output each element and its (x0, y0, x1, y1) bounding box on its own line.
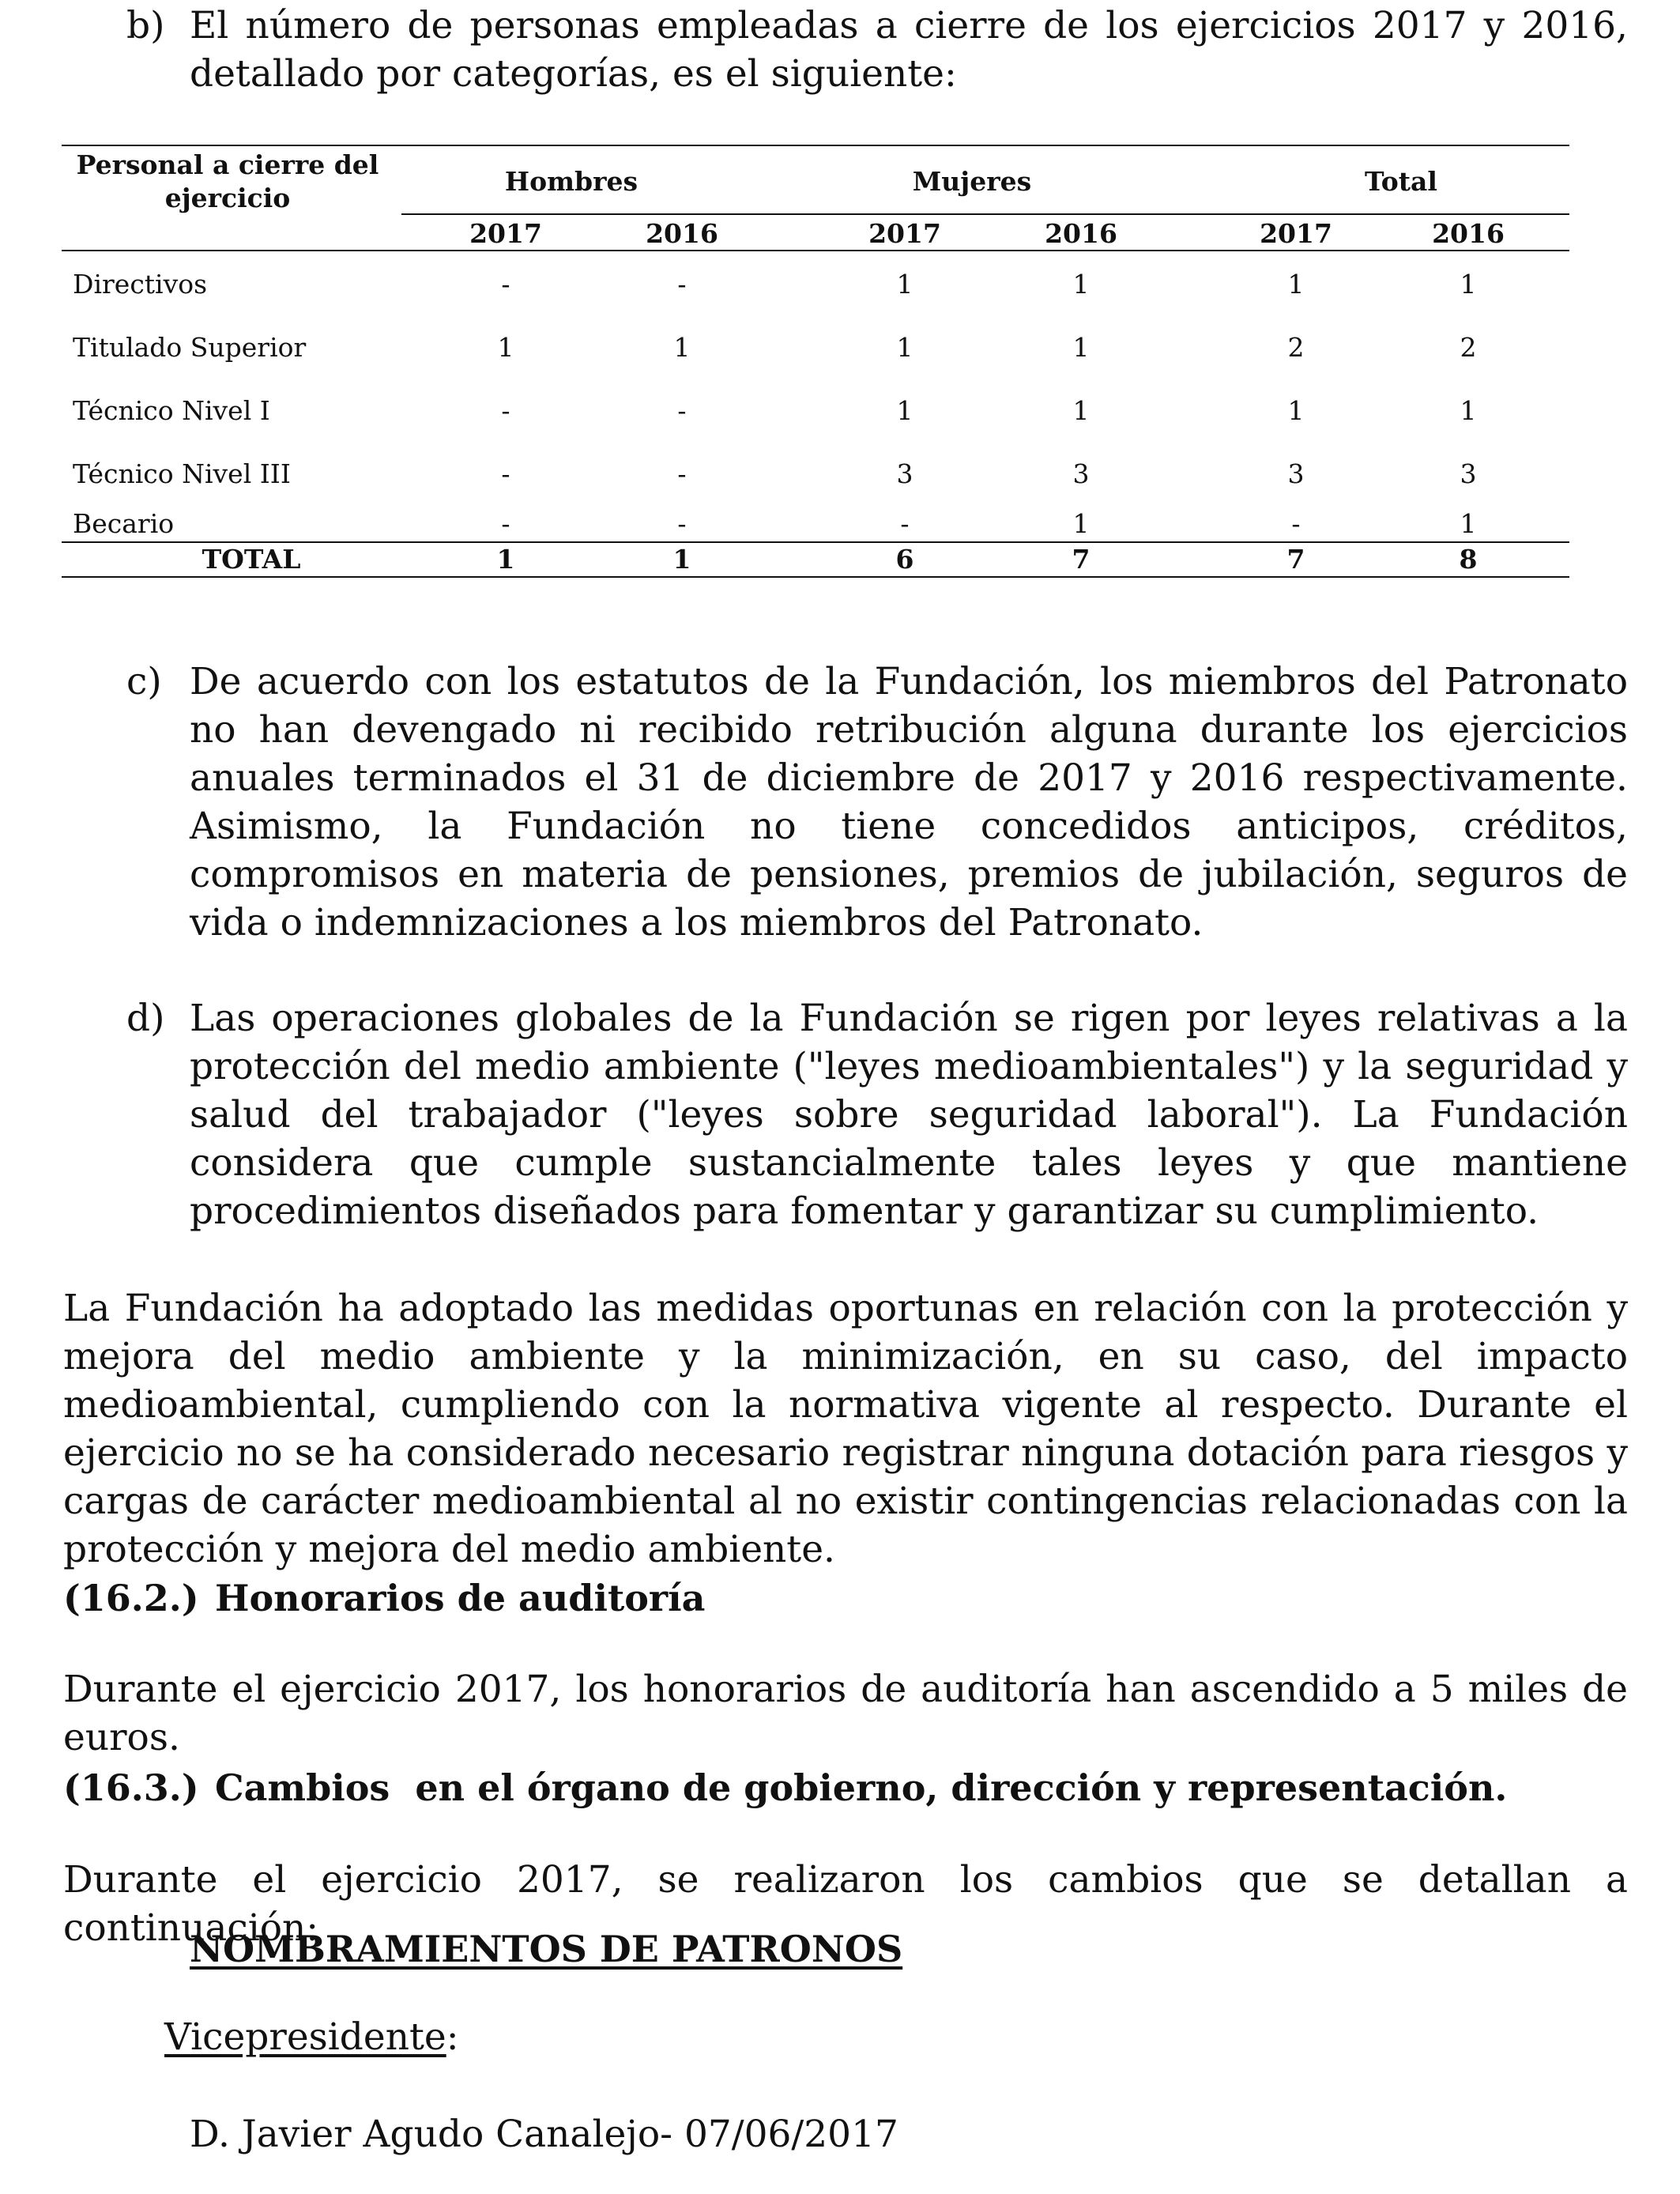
table-top-rule (62, 145, 1569, 146)
role-line (164, 2013, 459, 2061)
group-header-hombres: Hombres (504, 166, 638, 197)
table-corner-header-line2: ejercicio (164, 183, 291, 213)
table-cell: - (501, 395, 510, 426)
table-cell: - (501, 508, 510, 539)
table-cell: 1 (1072, 395, 1090, 426)
year-header: 2017 (1260, 218, 1332, 249)
year-header: 2017 (868, 218, 941, 249)
item-d-text: Las operaciones globales de la Fundación se rigen por leyes relativas a la protección del medio ambiente ("leyes medioambientales") y la seguridad y salud del trabajador ("leyes sobre seguridad laboral"). La Fundación considera que cumple sustancialmente tales leyes y que mantiene procedimientos diseñados para fomentar y garantizar su cumplimiento. (190, 997, 1628, 1233)
table-cell: - (501, 269, 510, 300)
table-cell: 1 (896, 395, 913, 426)
year-header: 2016 (646, 218, 718, 249)
table-row-label: Titulado Superior (73, 332, 307, 363)
appointee-line: D. Javier Agudo Canalejo- 07/06/2017 (190, 2113, 898, 2156)
table-cell: - (677, 458, 687, 489)
table-corner-header (62, 149, 394, 215)
table-cell: 2 (1460, 332, 1477, 363)
table-row-label: Becario (73, 508, 175, 539)
section-16-3-title: Cambios en el órgano de gobierno, dirección y representación. (215, 1766, 1508, 1809)
table-cell: 1 (896, 269, 913, 300)
table-cell: 1 (896, 332, 913, 363)
table-cell: - (900, 508, 910, 539)
section-16-2-number: (16.2.) (63, 1577, 199, 1619)
section-16-3-number: (16.3.) (63, 1766, 199, 1809)
table-cell: 1 (1287, 395, 1305, 426)
table-group-rule (401, 213, 1569, 215)
table-cell: 1 (1460, 269, 1477, 300)
appointments-subheading: NOMBRAMIENTOS DE PATRONOS (190, 1928, 903, 1970)
table-cell: - (1291, 508, 1301, 539)
section-16-2-text: Durante el ejercicio 2017, los honorarios de auditoría han ascendido a 5 miles de euros. (63, 1668, 1628, 1759)
table-total-cell: 1 (672, 544, 691, 575)
table-total-cell: 6 (895, 544, 914, 575)
item-c-marker: c) (126, 660, 162, 703)
table-total-cell: 7 (1072, 544, 1090, 575)
table-total-cell: 7 (1286, 544, 1305, 575)
environment-paragraph: La Fundación ha adoptado las medidas oportunas en relación con la protección y mejora del medio ambiente y la minimización, en su caso, del impacto medioambiental, cumpliendo con la normativa vigente al respecto. Durante el ejercicio no se ha considerado necesario registrar ninguna dotación para riesgos y cargas de carácter medioambiental al no existir contingencias relacionadas con la protección y mejora del medio ambiente. (63, 1287, 1628, 1571)
item-c-text: De acuerdo con los estatutos de la Fundación, los miembros del Patronato no han devengado ni recibido retribución alguna durante los ejercicios anuales terminados el 31 de diciembre de 2017 y 2016 respectivamente. Asimismo, la Fundación no tiene concedidos anticipos, créditos, compromisos en materia de pensiones, premios de jubilación, seguros de vida o indemnizaciones a los miembros del Patronato. (190, 660, 1628, 944)
item-d-marker: d) (126, 997, 165, 1040)
section-16-2-title: Honorarios de auditoría (215, 1577, 706, 1619)
table-cell: 1 (1072, 332, 1090, 363)
table-cell: 1 (1460, 508, 1477, 539)
table-total-cell: 1 (496, 544, 515, 575)
role-label: Vicepresidente (164, 2015, 446, 2059)
table-row-label: Técnico Nivel I (73, 395, 270, 426)
staff-table (62, 142, 1569, 579)
section-16-3-text: Durante el ejercicio 2017, se realizaron los cambios que se detallan a continuación: (63, 1858, 1628, 1950)
table-cell: 2 (1287, 332, 1305, 363)
role-colon: : (446, 2015, 459, 2059)
table-cell: - (677, 395, 687, 426)
table-header-rule (62, 250, 1569, 251)
table-total-top-rule (62, 541, 1569, 543)
table-cell: 1 (673, 332, 691, 363)
table-cell: - (677, 269, 687, 300)
table-cell: 1 (1460, 395, 1477, 426)
table-cell: 3 (1287, 458, 1305, 489)
table-corner-header-line1: Personal a cierre del (76, 149, 379, 180)
group-header-mujeres: Mujeres (912, 166, 1032, 197)
item-b-marker: b) (126, 4, 165, 47)
year-header: 2016 (1045, 218, 1117, 249)
table-cell: 1 (1072, 269, 1090, 300)
year-header: 2017 (469, 218, 542, 249)
table-cell: 1 (1287, 269, 1305, 300)
table-cell: 3 (1460, 458, 1477, 489)
table-cell: 3 (896, 458, 913, 489)
table-cell: - (501, 458, 510, 489)
group-header-total: Total (1365, 166, 1437, 197)
table-cell: 1 (497, 332, 514, 363)
table-total-label: TOTAL (202, 544, 301, 575)
table-total-cell: 8 (1459, 544, 1478, 575)
table-cell: 3 (1072, 458, 1090, 489)
table-cell: - (677, 508, 687, 539)
table-bottom-rule (62, 576, 1569, 578)
item-b-text: El número de personas empleadas a cierre de los ejercicios 2017 y 2016, detallado por categorías, es el siguiente: (190, 4, 1628, 96)
table-cell: 1 (1072, 508, 1090, 539)
year-header: 2016 (1432, 218, 1505, 249)
table-row-label: Directivos (73, 269, 208, 300)
table-row-label: Técnico Nivel III (73, 458, 291, 489)
